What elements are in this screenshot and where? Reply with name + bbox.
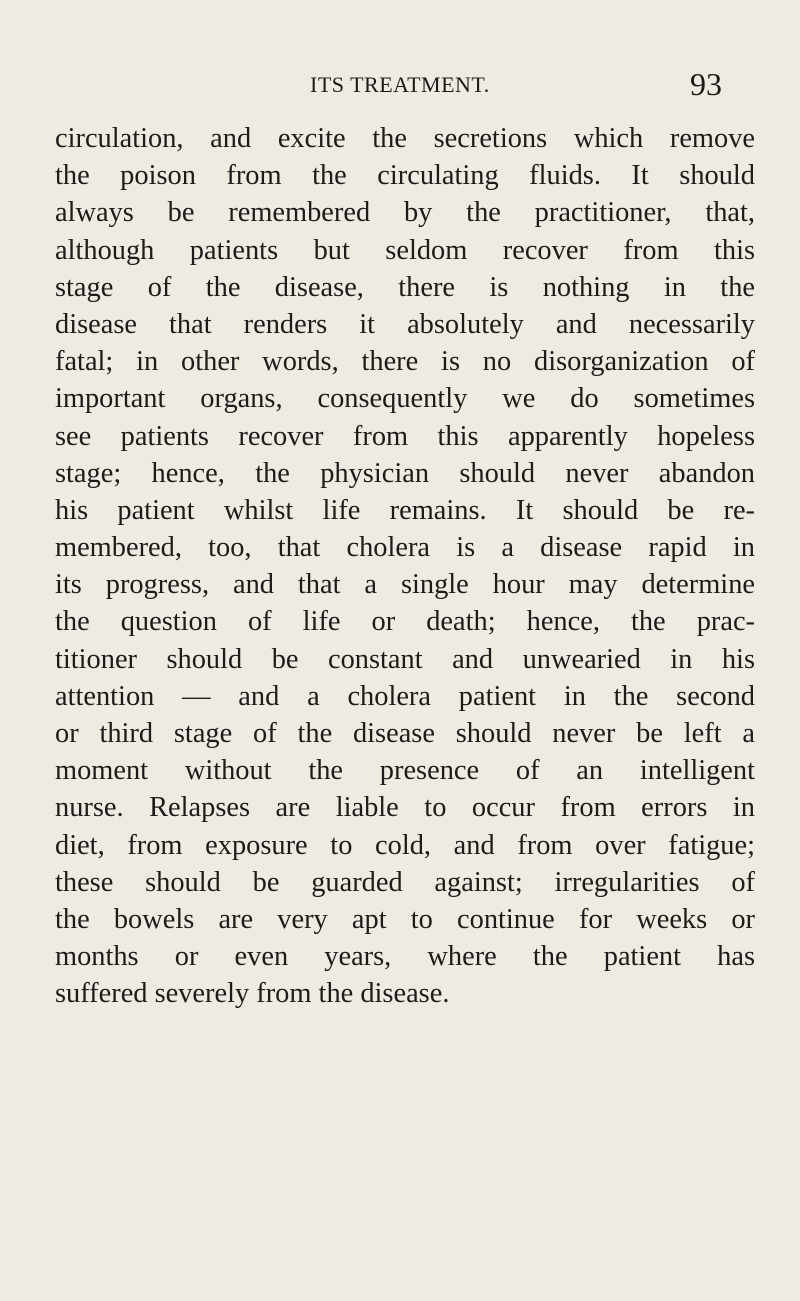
- text-line: although patients but seldom recover from this: [55, 234, 755, 266]
- page-number: 93: [690, 66, 722, 102]
- text-line: or third stage of the disease should never be left a: [55, 718, 755, 749]
- text-line: titioner should be constant and unwearied in his: [55, 643, 755, 675]
- text-line: the bowels are very apt to continue for weeks or: [55, 903, 755, 935]
- text-line: these should be guarded against; irregularities of: [55, 866, 755, 898]
- text-line: stage of the disease, there is nothing in the: [55, 271, 755, 303]
- text-line: moment without the presence of an intelligent: [55, 755, 755, 787]
- text-line: attention — and a cholera patient in the second: [55, 680, 755, 712]
- text-line: stage; hence, the physician should never abandon: [55, 457, 755, 489]
- text-line: his patient whilst life remains. It should be re-: [55, 494, 755, 526]
- text-line: months or even years, where the patient has: [55, 941, 755, 973]
- body-paragraph: [55, 120, 755, 1013]
- text-line: disease that renders it absolutely and necessarily: [55, 308, 755, 340]
- text-line: nurse. Relapses are liable to occur from errors in: [55, 792, 755, 824]
- text-line: fatal; in other words, there is no disorganization of: [55, 346, 755, 378]
- text-line: circulation, and excite the secretions which remove: [55, 123, 755, 154]
- text-line: important organs, consequently we do sometimes: [55, 383, 755, 415]
- text-line: its progress, and that a single hour may determine: [55, 569, 755, 601]
- running-head: [0, 66, 800, 106]
- text-line: diet, from exposure to cold, and from over fatigue;: [55, 829, 755, 861]
- text-line: the question of life or death; hence, the prac-: [55, 606, 755, 638]
- text-line: always be remembered by the practitioner, that,: [55, 197, 755, 229]
- running-head-title: ITS TREATMENT.: [310, 72, 490, 97]
- text-line: see patients recover from this apparently hopeless: [55, 420, 755, 452]
- text-line: the poison from the circulating fluids. It should: [55, 160, 755, 192]
- text-line: suffered severely from the disease.: [55, 978, 450, 1010]
- text-line: membered, too, that cholera is a disease rapid in: [55, 532, 755, 564]
